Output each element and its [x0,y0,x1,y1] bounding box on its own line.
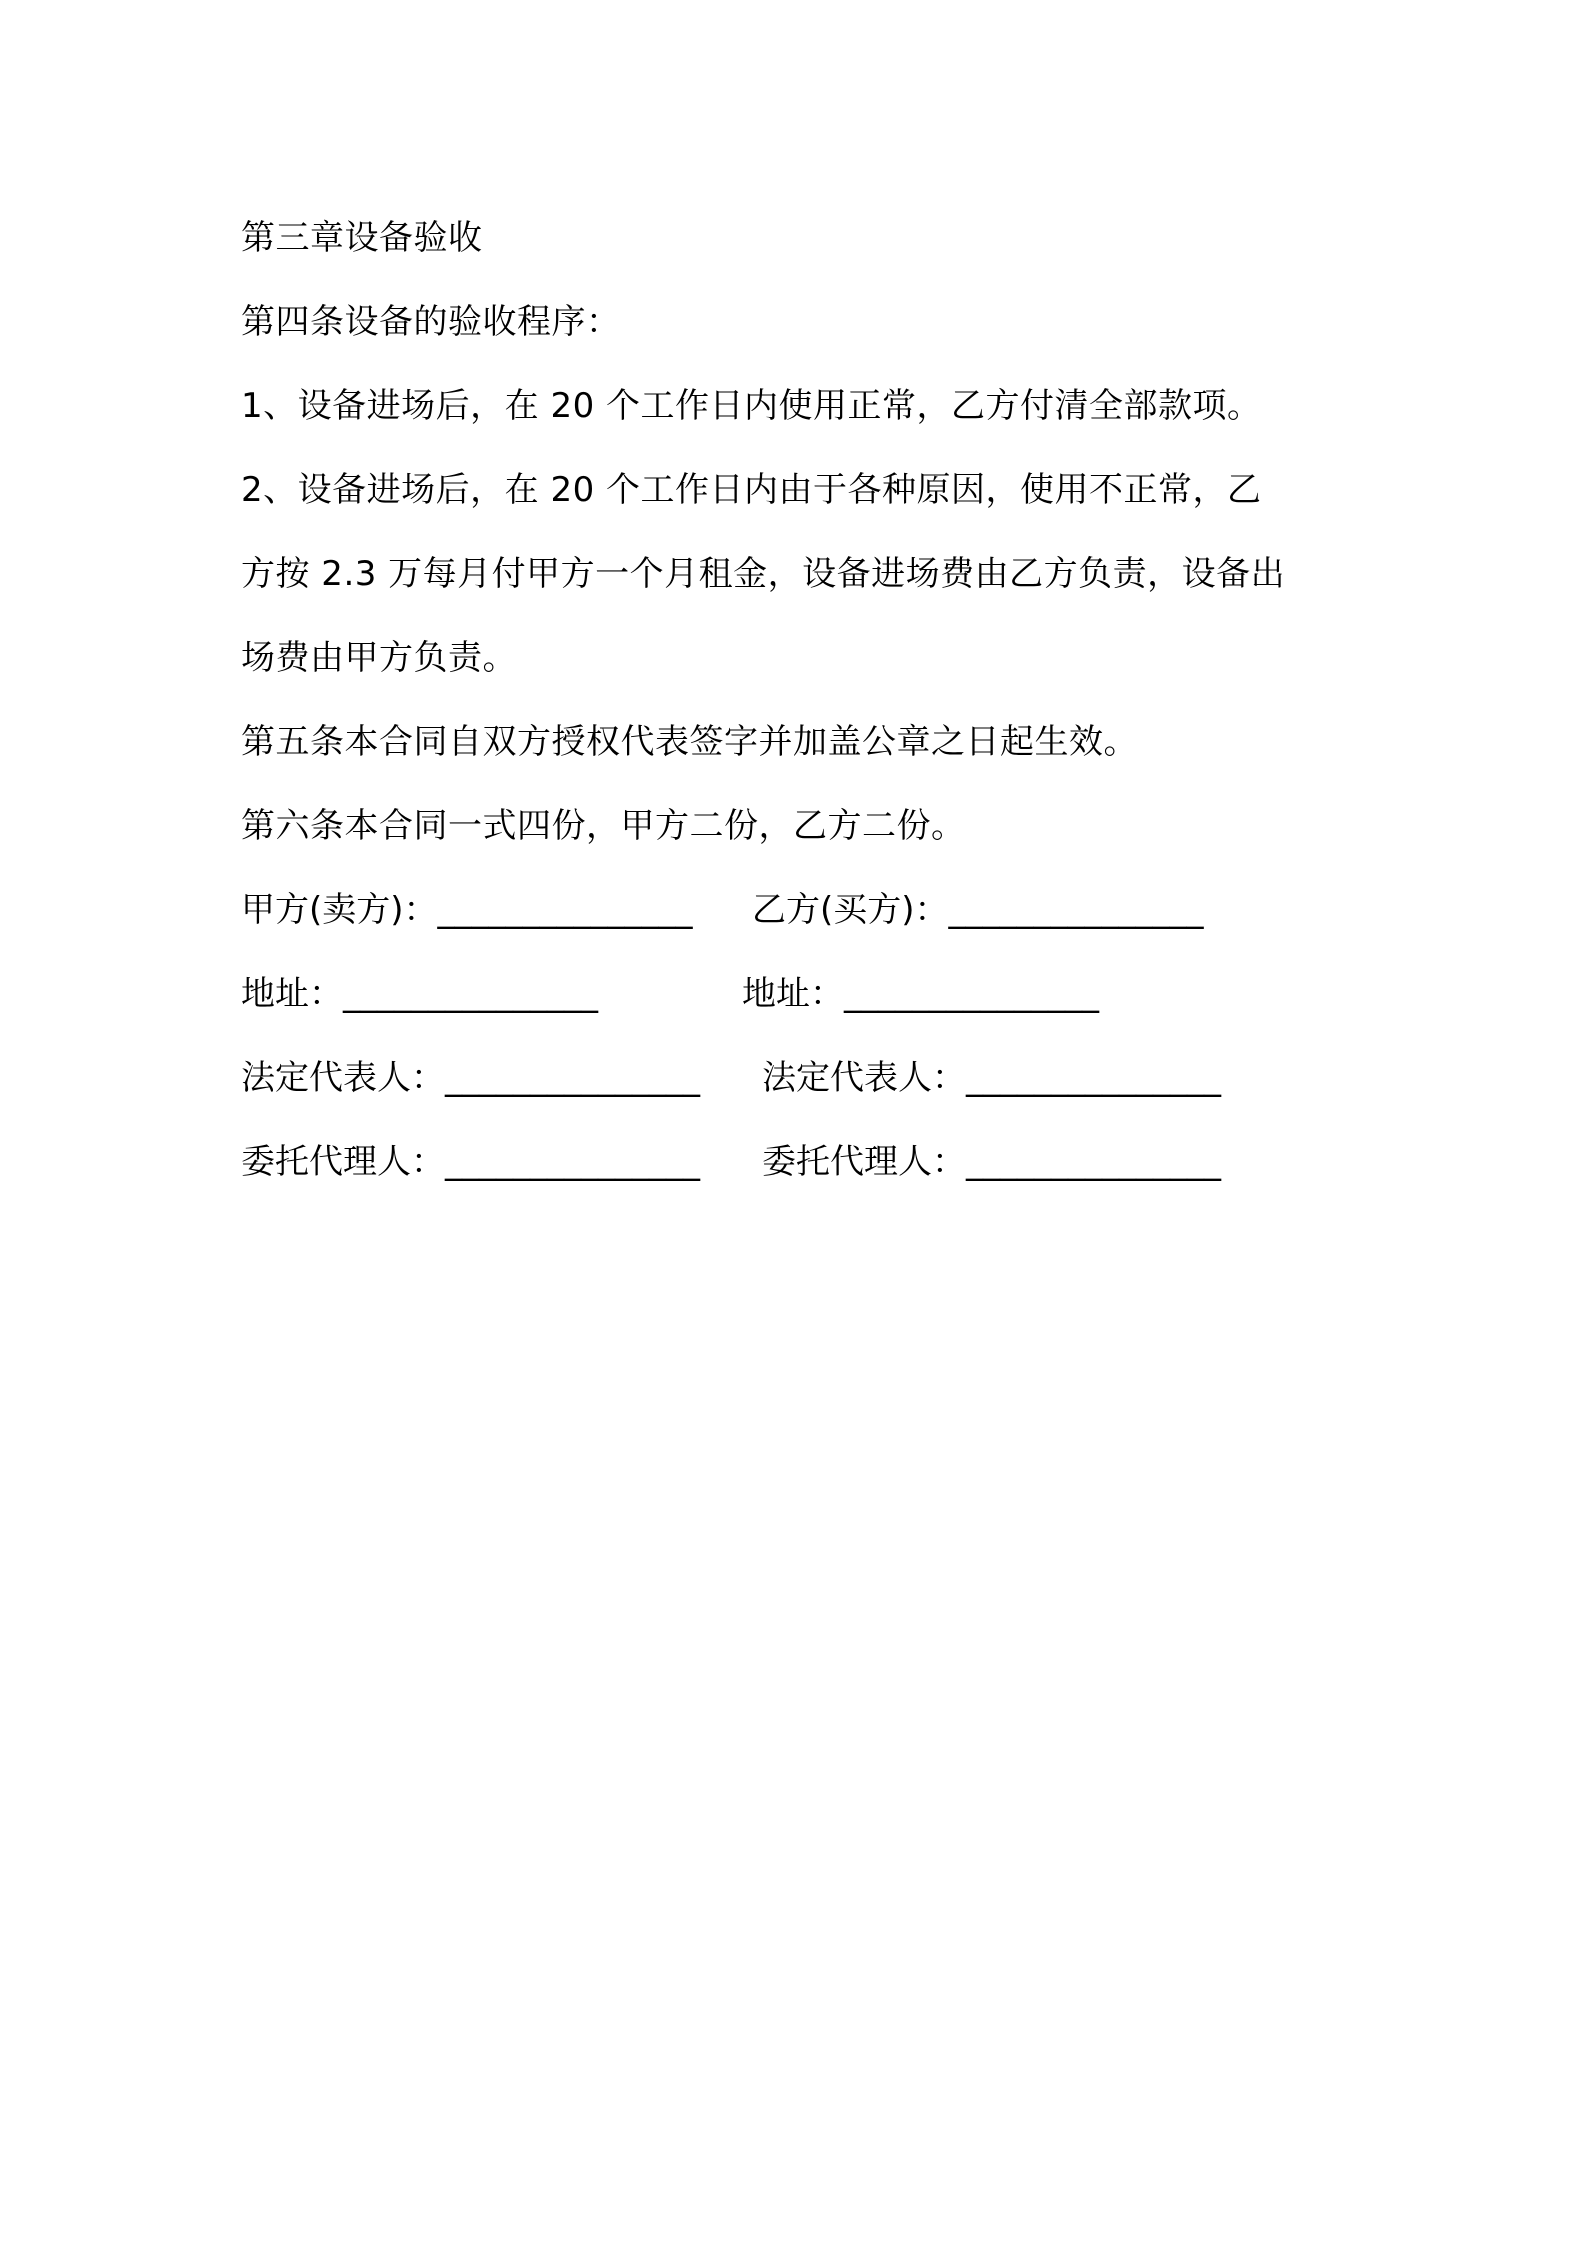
clause-2-line-3: 场费由甲方负责。 [241,638,517,678]
legal-rep-row [241,1036,1371,1120]
agent-b-field: 委托代理人：_______________ [762,1142,1221,1182]
chapter-title: 第三章设备验收 [241,218,483,258]
agent-row [241,1120,1371,1204]
legal-rep-a-field: 法定代表人：_______________ [241,1058,700,1098]
article-6: 第六条本合同一式四份，甲方二份，乙方二份。 [241,806,966,846]
legal-rep-b-field: 法定代表人：_______________ [762,1058,1221,1098]
party-b-field: 乙方(买方)：_______________ [752,890,1204,930]
clause-2-line-1: 2、设备进场后，在 20 个工作日内由于各种原因，使用不正常，乙 [241,470,1262,510]
article4-title: 第四条设备的验收程序： [241,302,621,342]
party-a-field: 甲方(卖方)：_______________ [241,890,693,930]
address-b-field: 地址：_______________ [742,974,1099,1014]
address-a-field: 地址：_______________ [241,974,598,1014]
clause-1: 1、设备进场后，在 20 个工作日内使用正常，乙方付清全部款项。 [241,386,1262,426]
agent-a-field: 委托代理人：_______________ [241,1142,700,1182]
article-5: 第五条本合同自双方授权代表签字并加盖公章之日起生效。 [241,722,1138,762]
party-row [241,868,1371,952]
clause-2-line-2: 方按 2.3 万每月付甲方一个月租金，设备进场费由乙方负责，设备出 [241,554,1286,594]
address-row [241,952,1371,1036]
document-body [241,196,1371,1204]
